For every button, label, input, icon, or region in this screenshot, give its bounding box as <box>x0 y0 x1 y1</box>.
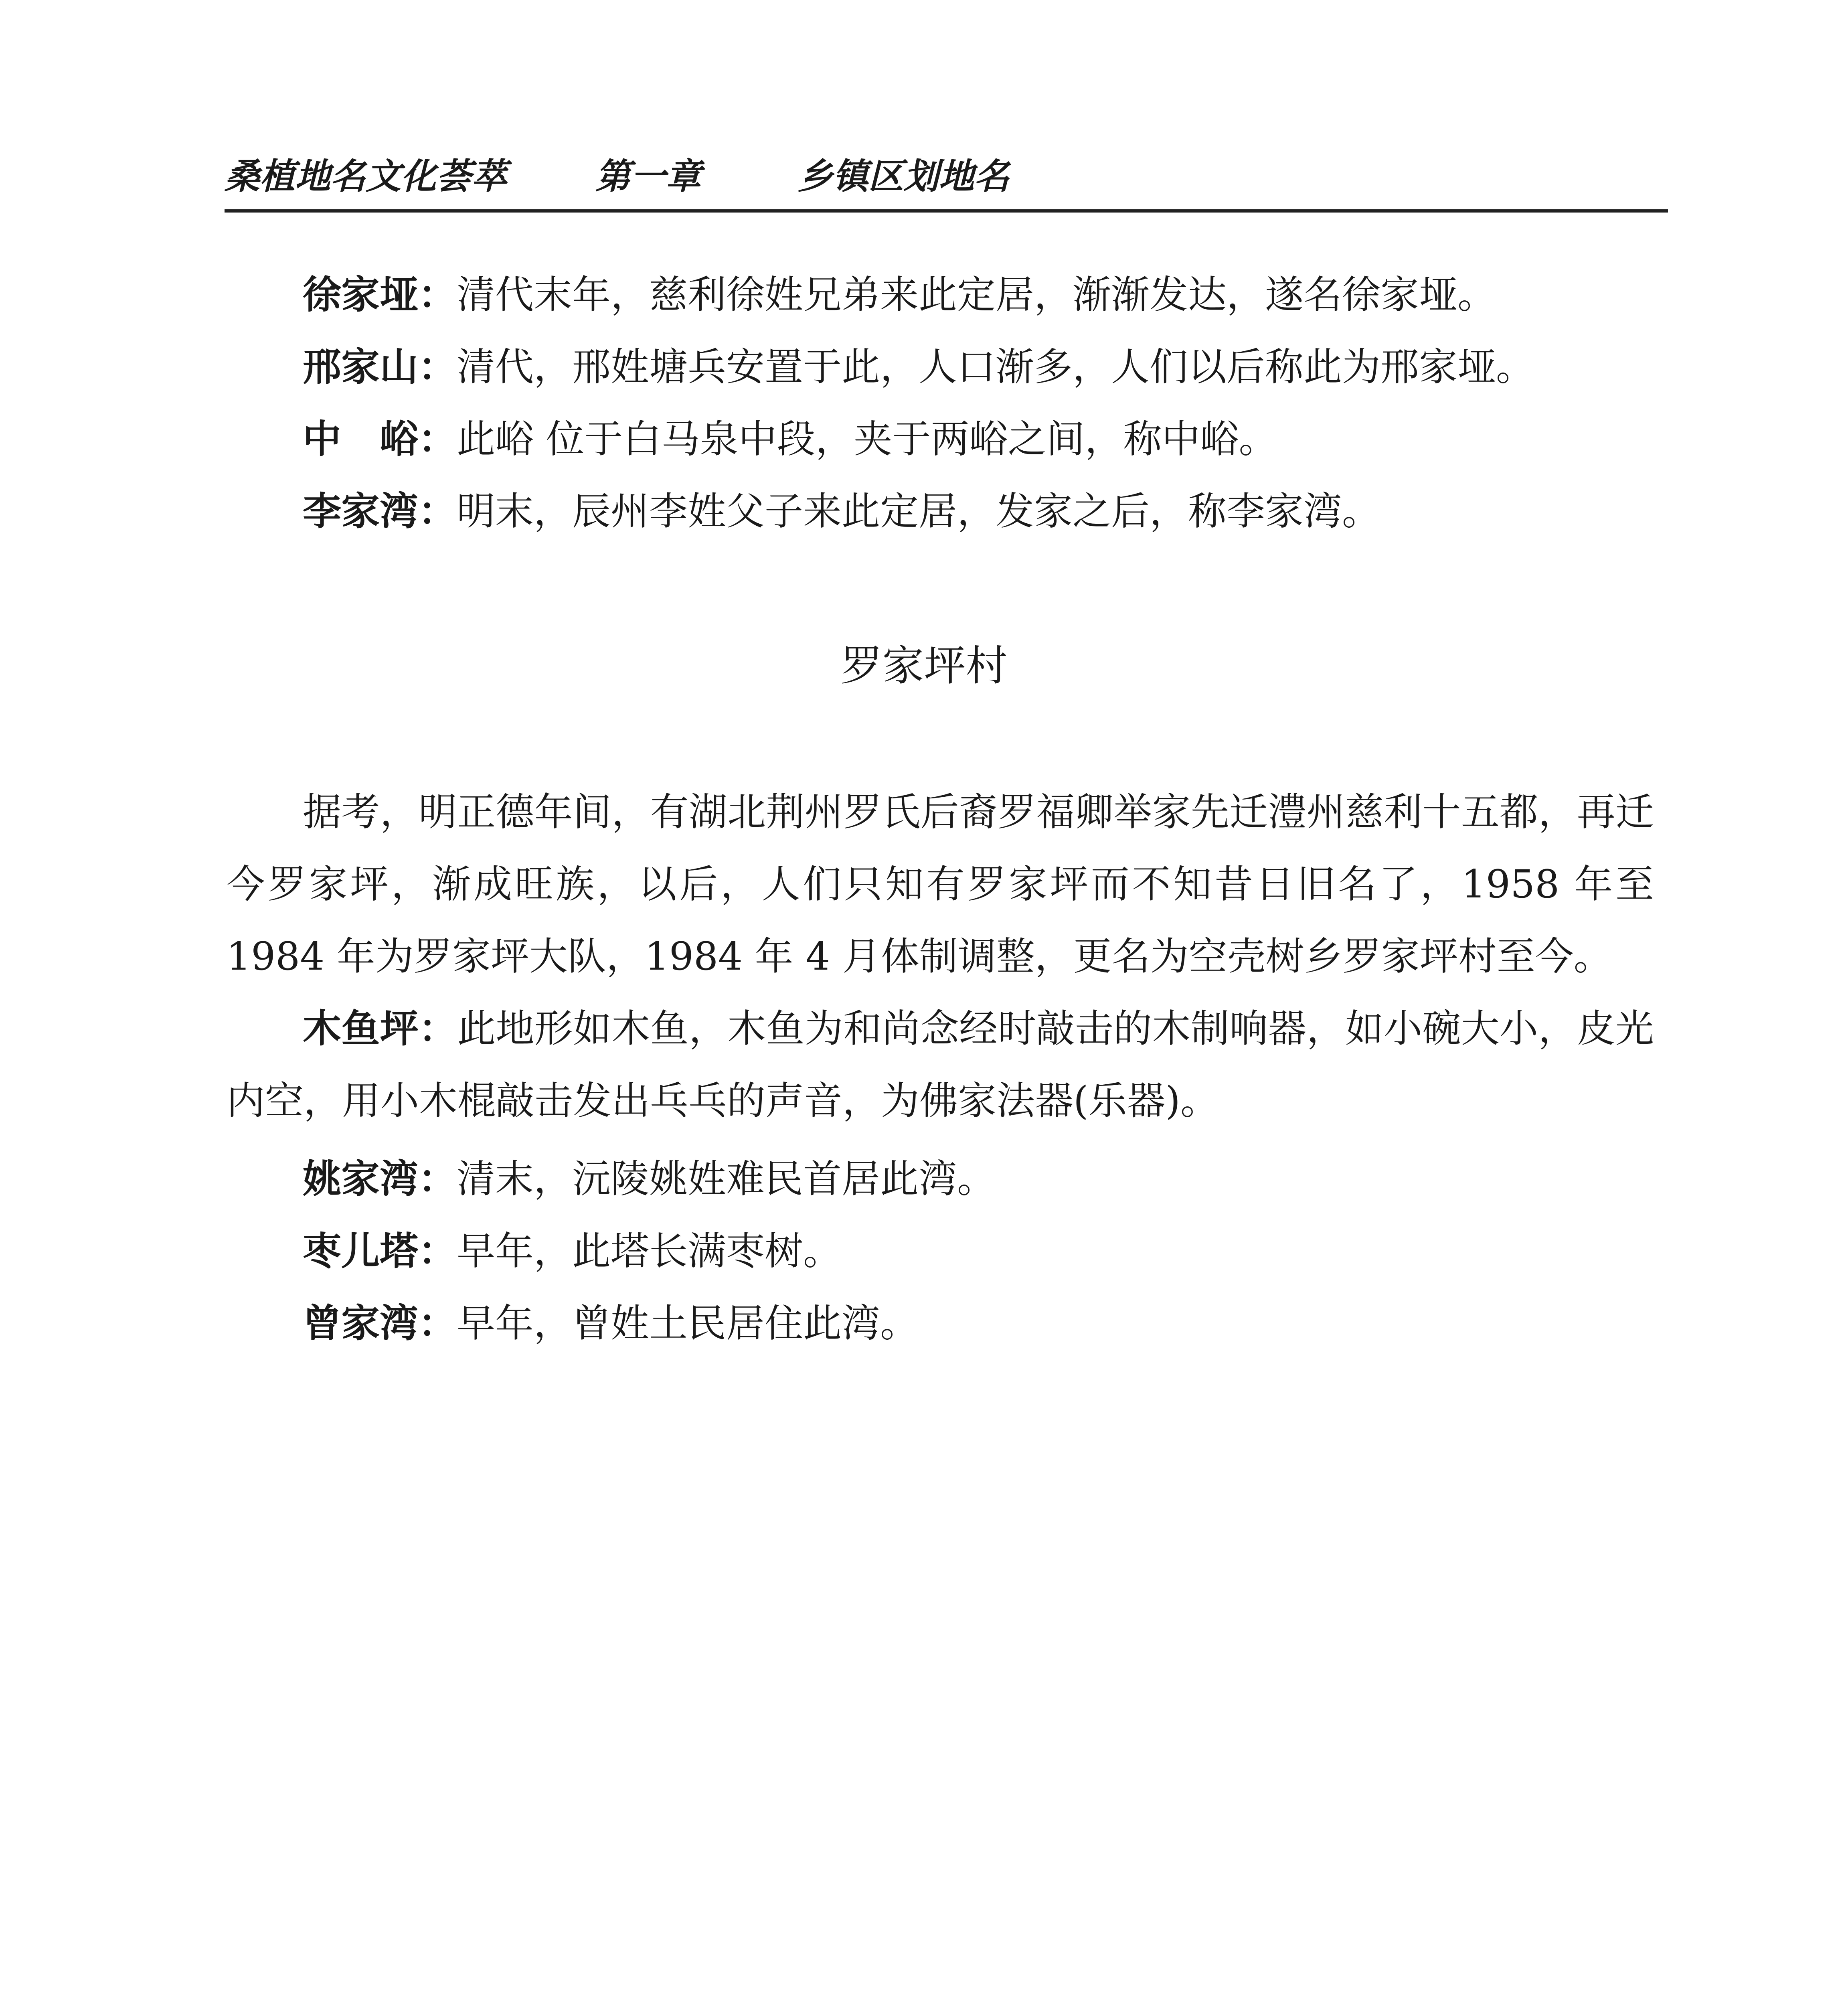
place-term: 枣儿塔： <box>303 1229 457 1274</box>
place-description: 早年，曾姓土民居住此湾。 <box>457 1301 919 1346</box>
place-entry-muyuping <box>227 992 1654 1137</box>
place-entry <box>303 1225 842 1277</box>
place-description: 清代末年，慈利徐姓兄弟来此定居，渐渐发达，遂名徐家垭。 <box>457 272 1496 317</box>
place-description: 清代，邢姓塘兵安置于此，人口渐多，人们以后称此为邢家垭。 <box>457 344 1534 389</box>
place-description: 此峪 位于白马泉中段，夹于两峪之间，称中峪。 <box>457 417 1277 462</box>
place-term: 曾家湾： <box>303 1301 457 1346</box>
place-description: 明末，辰州李姓父子来此定居，发家之后，称李家湾。 <box>457 489 1380 534</box>
place-term: 徐家垭： <box>303 272 457 317</box>
header-chapter: 第一章 <box>595 155 701 197</box>
running-header <box>225 148 1668 196</box>
place-term: 中 峪： <box>303 417 457 462</box>
place-term: 李家湾： <box>303 489 457 534</box>
section-intro: 据考，明正德年间，有湖北荆州罗氏后裔罗福卿举家先迁澧州慈利十五都，再迁今罗家坪，渐成旺族，以后，人们只知有罗家坪而不知昔日旧名了，1958 年至 1984 年为罗家坪大队，1984 年 4 月体制调整，更名为空壳树乡罗家坪村至今。 <box>227 790 1654 979</box>
place-entry <box>303 1297 919 1349</box>
header-book-title: 桑植地名文化荟萃 <box>225 155 507 197</box>
place-term: 邢家山： <box>303 344 457 389</box>
place-entry <box>303 341 1534 393</box>
place-entry <box>303 269 1496 321</box>
place-entry <box>303 413 1277 465</box>
section-title: 罗家坪村 <box>840 641 1008 690</box>
place-term: 木鱼坪： <box>303 1006 457 1051</box>
place-entry <box>303 485 1380 537</box>
place-description: 此地形如木鱼，木鱼为和尚念经时敲击的木制响器，如小碗大小，皮光内空，用小木棍敲击发出乓乓的声音，为佛家法器(乐器)。 <box>227 1006 1654 1123</box>
place-description: 清末，沅陵姚姓难民首居此湾。 <box>457 1156 996 1201</box>
place-entry <box>303 1153 996 1205</box>
header-chapter-title: 乡镇区划地名 <box>797 155 1010 197</box>
place-description: 早年，此塔长满枣树。 <box>457 1229 842 1274</box>
place-term: 姚家湾： <box>303 1156 457 1201</box>
header-rule <box>225 209 1668 213</box>
